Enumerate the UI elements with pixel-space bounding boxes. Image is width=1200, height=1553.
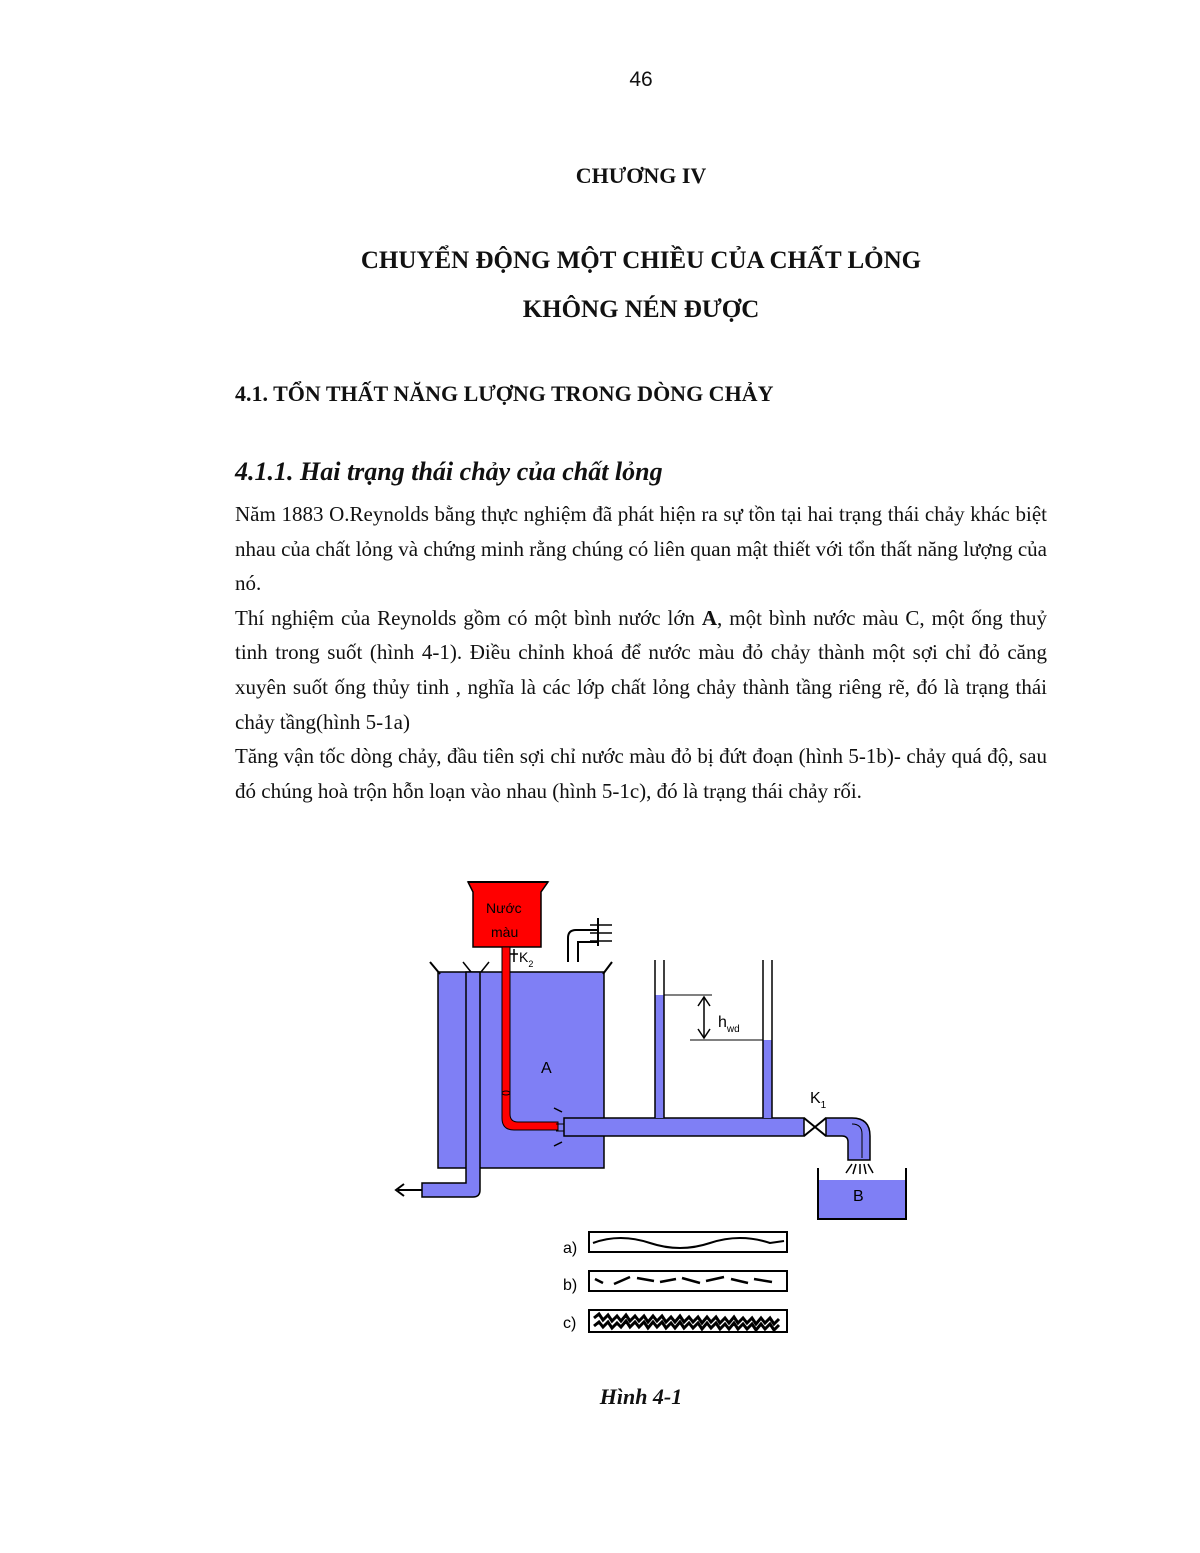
outlet-spray: [846, 1164, 873, 1174]
head-loss-label: $h_{wd}$: [718, 1014, 740, 1035]
drain-arrow-icon: [396, 1184, 422, 1196]
regime-a-label: a): [563, 1240, 578, 1257]
chapter-title-line-2: KHÔNG NÉN ĐƯỢC: [522, 296, 760, 323]
tank-b-label: B: [853, 1188, 864, 1205]
valve-k1-label: $K_1$: [810, 1090, 827, 1111]
paragraph-2-part-2: , một bình nước màu C, một ống thuỷ tinh trong suốt (hình 4-1). Điều chỉnh khoá để nước màu đỏ chảy thành một sợi chỉ đỏ căng xuyên suốt ống thủy tinh , nghĩa là các lớp chất lỏng chảy thành tầng riêng rẽ, đó là trạng thái chảy tầng(hình 5-1a): [235, 605, 1047, 734]
dye-tank-label-line-2: màu: [491, 924, 519, 940]
section-heading: 4.1. TỔN THẤT NĂNG LƯỢNG TRONG DÒNG CHẢY: [235, 381, 774, 406]
paragraph-2: [235, 601, 1047, 739]
paragraph-1: Năm 1883 O.Reynolds bằng thực nghiệm đã phát hiện ra sự tồn tại hai trạng thái chảy khác biệt nhau của chất lỏng và chứng minh rằng chúng có liên quan mật thiết với tổn thất năng lượng của nó.: [235, 502, 1047, 596]
chapter-title-line-1: CHUYỂN ĐỘNG MỘT CHIỀU CỦA CHẤT LỎNG: [360, 247, 922, 274]
regime-c-label: c): [563, 1315, 577, 1332]
tank-a-label: A: [541, 1060, 552, 1077]
dye-tank-label-line-1: Nước: [486, 900, 522, 916]
reynolds-apparatus-figure: [380, 872, 920, 1342]
figure-caption: Hình 4-1: [599, 1384, 683, 1409]
regime-b-label: b): [563, 1277, 578, 1294]
paragraph-2-part-1: Thí nghiệm của Reynolds gồm có một bình nước lớn: [235, 605, 702, 630]
tank-a-reference: A: [701, 605, 718, 630]
paragraph-3: Tăng vận tốc dòng chảy, đầu tiên sợi chỉ nước màu đỏ bị đứt đoạn (hình 5-1b)- chảy quá độ, sau đó chúng hoà trộn hỗn loạn vào nhau (hình 5-1c), đó là trạng thái chảy rối.: [235, 744, 1047, 803]
tank-a: [438, 972, 604, 1168]
outlet-elbow: [826, 1118, 870, 1160]
subsection-heading: 4.1.1. Hai trạng thái chảy của chất lỏng: [235, 457, 663, 486]
piezometer-left: [655, 995, 664, 1118]
valve-k1: [804, 1118, 826, 1136]
regime-a-tube: [589, 1232, 787, 1252]
piezometer-right: [763, 1040, 772, 1118]
page-number: 46: [629, 68, 653, 91]
supply-pipe: [568, 930, 598, 962]
valve-k2-label: $K_2$: [519, 949, 534, 969]
glass-tube: [564, 1118, 804, 1136]
chapter-label: CHƯƠNG IV: [575, 163, 707, 188]
body-text: [235, 497, 1047, 808]
